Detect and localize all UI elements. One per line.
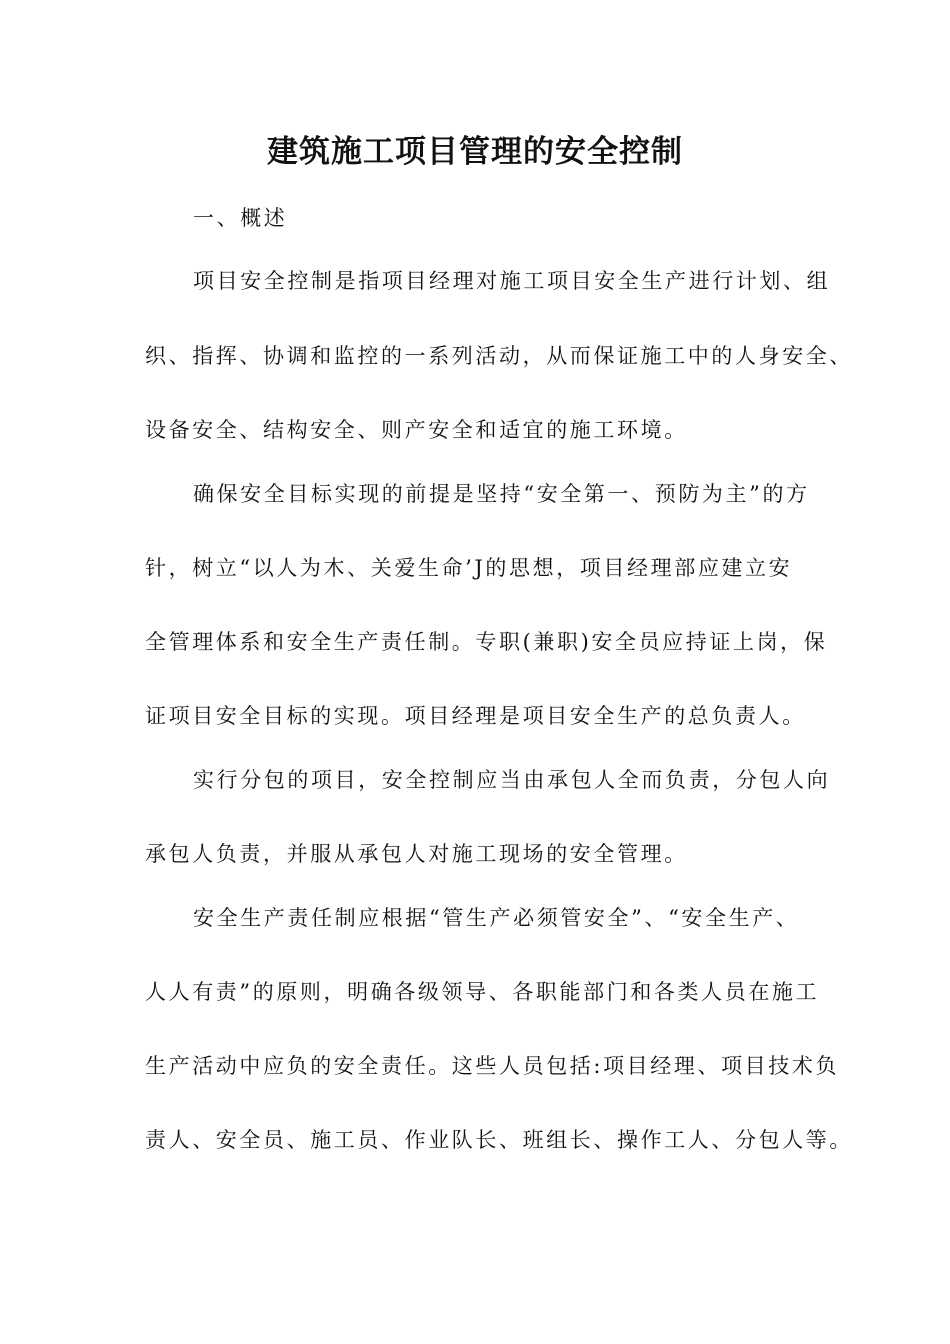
paragraph-line: 确保安全目标实现的前提是坚持“安全第一、预防为主”的方 bbox=[193, 482, 810, 506]
paragraph-line: 责人、安全员、施工员、作业队长、班组长、操作工人、分包人等。 bbox=[145, 1128, 853, 1152]
document-title: 建筑施工项目管理的安全控制 bbox=[267, 134, 683, 170]
paragraph-line: 生产活动中应负的安全责任。这些人员包括:项目经理、项目技术负 bbox=[145, 1054, 840, 1078]
paragraph-line: 安全生产责任制应根据“管生产必须管安全”、“安全生产、 bbox=[193, 906, 800, 930]
section-heading: 一、概述 bbox=[193, 206, 288, 230]
paragraph-line: 承包人负责，并服从承包人对施工现场的安全管理。 bbox=[145, 842, 688, 866]
paragraph-line: 实行分包的项目，安全控制应当由承包人全而负责，分包人向 bbox=[193, 768, 831, 792]
paragraph-line: 项目安全控制是指项目经理对施工项目安全生产进行计划、组 bbox=[193, 269, 831, 293]
paragraph-line: 人人有责”的原则，明确各级领导、各职能部门和各类人员在施工 bbox=[145, 980, 820, 1004]
paragraph-line: 设备安全、结构安全、则产安全和适宜的施工环境。 bbox=[145, 418, 688, 442]
paragraph-line: 全管理体系和安全生产责任制。专职(兼职)安全员应持证上岗，保 bbox=[145, 630, 828, 654]
paragraph-line: 针，树立“以人为木、关爱生命’J的思想，项目经理部应建立安 bbox=[145, 556, 793, 580]
paragraph-line: 织、指挥、协调和监控的一系列活动，从而保证施工中的人身安全、 bbox=[145, 344, 853, 368]
paragraph-line: 证项目安全目标的实现。项目经理是项目安全生产的总负责人。 bbox=[145, 704, 806, 728]
